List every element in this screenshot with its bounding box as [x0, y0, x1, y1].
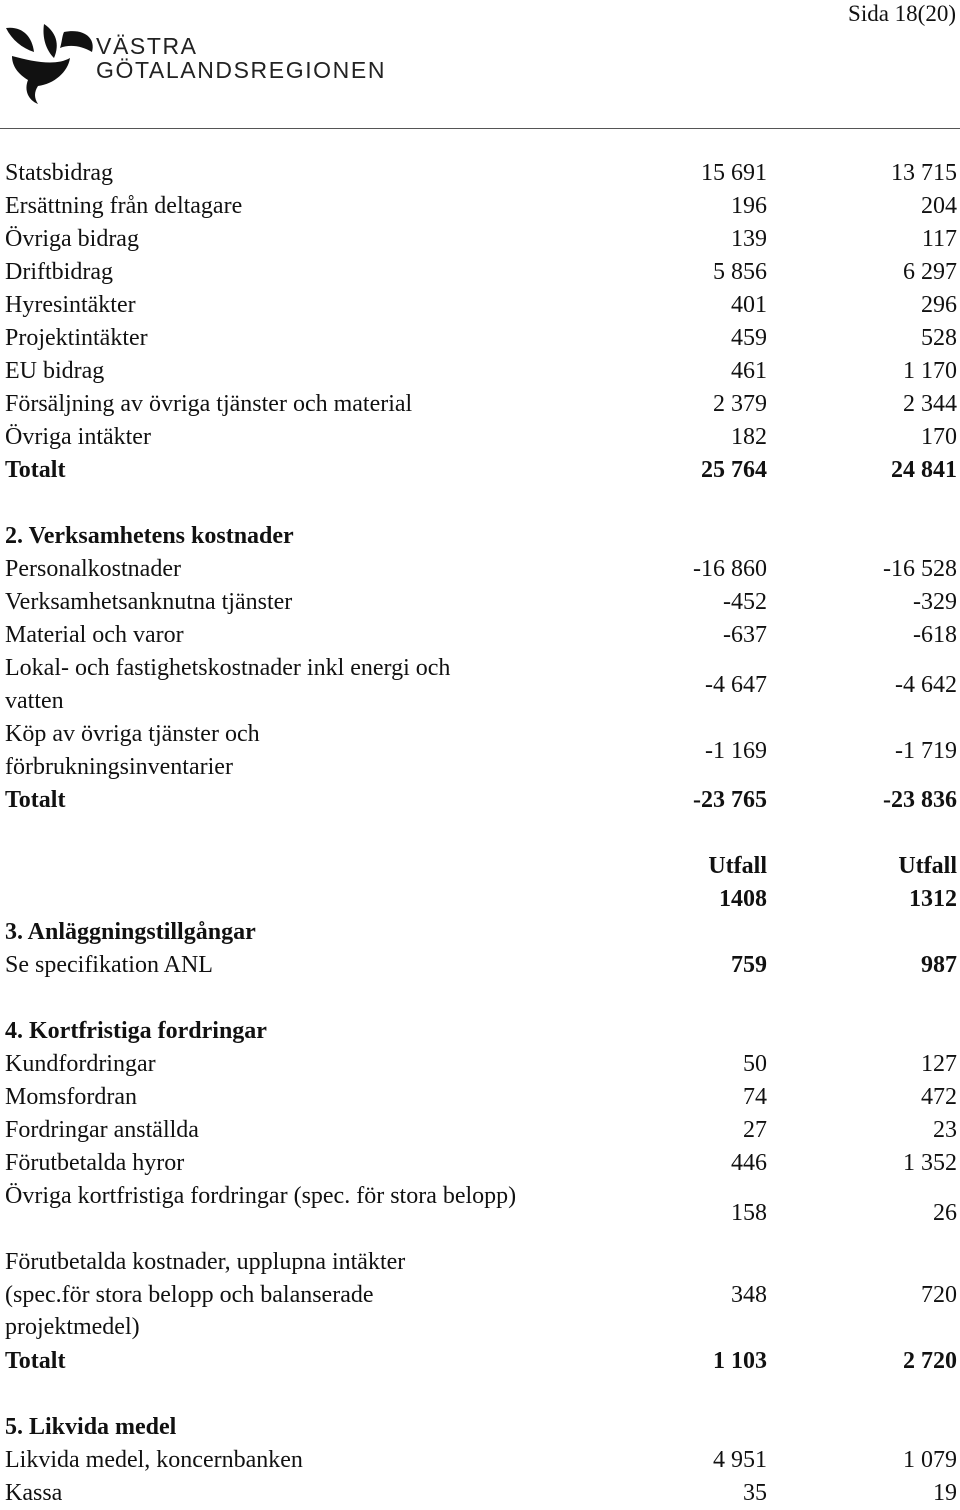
- section-title: 3. Anläggningstillgångar: [5, 919, 256, 945]
- row-value-1312: 472: [921, 1084, 957, 1110]
- table-row: [5, 1147, 957, 1180]
- total-value-1408: 1 103: [713, 1348, 767, 1374]
- row-value-1408: -452: [723, 589, 767, 615]
- spacer: [5, 982, 957, 1015]
- row-label: Övriga bidrag: [5, 226, 139, 252]
- row-value-1408: 50: [743, 1051, 767, 1077]
- row-label: Material och varor: [5, 622, 184, 648]
- row-value-1408: 2 379: [713, 391, 767, 417]
- row-value-1312: 204: [921, 193, 957, 219]
- table-row: [5, 586, 957, 619]
- row-value-1312: 1 170: [903, 358, 957, 384]
- table-row: [5, 421, 957, 454]
- section-heading: [5, 916, 957, 949]
- section-heading: [5, 1015, 957, 1048]
- table-row: [5, 322, 957, 355]
- total-value-1408: -23 765: [693, 787, 767, 813]
- logo-line-2: GÖTALANDSREGIONEN: [96, 57, 387, 83]
- row-value-1408: -637: [723, 622, 767, 648]
- table-row: [5, 289, 957, 322]
- section-heading: [5, 520, 957, 553]
- table-row: [5, 256, 957, 289]
- row-value-1312: 720: [921, 1282, 957, 1308]
- row-value-1312: 2 344: [903, 391, 957, 417]
- row-value-1312: 1 079: [903, 1447, 957, 1473]
- table-row: [5, 1444, 957, 1477]
- row-value-1312: 117: [921, 226, 957, 252]
- row-value-1408: 459: [731, 325, 767, 351]
- row-value-1408: -4 647: [705, 672, 767, 698]
- table-row: [5, 652, 957, 718]
- section-title: 4. Kortfristiga fordringar: [5, 1018, 267, 1044]
- row-label: Likvida medel, koncernbanken: [5, 1447, 303, 1473]
- column-header-row: [5, 850, 957, 883]
- row-label: Lokal- och fastighetskostnader inkl energi och vatten: [5, 655, 451, 714]
- row-value-1408: 35: [743, 1480, 767, 1506]
- row-value-1312: 296: [921, 292, 957, 318]
- row-label: Övriga intäkter: [5, 424, 151, 450]
- total-row: [5, 784, 957, 817]
- table-row: [5, 1180, 957, 1246]
- table-row: [5, 1081, 957, 1114]
- row-value-1312: 987: [921, 952, 957, 978]
- financial-notes: [5, 157, 957, 1510]
- total-label: Totalt: [5, 787, 66, 813]
- row-label: Försäljning av övriga tjänster och material: [5, 391, 413, 417]
- row-value-1408: -1 169: [705, 738, 767, 764]
- row-label: Momsfordran: [5, 1084, 137, 1110]
- column-header-1312: Utfall: [898, 853, 957, 879]
- table-row: [5, 388, 957, 421]
- table-row: [5, 1477, 957, 1510]
- column-header-row: [5, 883, 957, 916]
- row-value-1312: -1 719: [895, 738, 957, 764]
- table-row: [5, 718, 957, 784]
- row-value-1312: -329: [913, 589, 957, 615]
- row-value-1408: 446: [731, 1150, 767, 1176]
- row-label: Personalkostnader: [5, 556, 181, 582]
- row-value-1408: 4 951: [713, 1447, 767, 1473]
- row-label: Förutbetalda hyror: [5, 1150, 185, 1176]
- total-label: Totalt: [5, 457, 66, 483]
- spacer: [5, 1378, 957, 1411]
- row-label: Driftbidrag: [5, 259, 113, 285]
- row-label: Verksamhetsanknutna tjänster: [5, 589, 293, 615]
- logo-line-1: VÄSTRA: [96, 33, 198, 59]
- column-period-1408: 1408: [719, 886, 767, 912]
- total-value-1312: 24 841: [891, 457, 957, 483]
- row-value-1312: -16 528: [883, 556, 957, 582]
- column-header-1408: Utfall: [708, 853, 767, 879]
- page-number: Sida 18(20): [848, 1, 956, 26]
- table-row: [5, 1048, 957, 1081]
- row-value-1408: 158: [731, 1200, 767, 1226]
- row-label: Kundfordringar: [5, 1051, 156, 1077]
- row-value-1312: -618: [913, 622, 957, 648]
- row-value-1312: 26: [933, 1200, 957, 1226]
- table-row: [5, 619, 957, 652]
- row-value-1312: 127: [921, 1051, 957, 1077]
- row-value-1408: 27: [743, 1117, 767, 1143]
- table-row: [5, 949, 957, 982]
- section-title: 5. Likvida medel: [5, 1414, 177, 1440]
- logo-wordmark: [96, 34, 386, 82]
- total-value-1312: 2 720: [903, 1348, 957, 1374]
- total-label: Totalt: [5, 1348, 66, 1374]
- row-value-1312: 528: [921, 325, 957, 351]
- row-value-1408: 15 691: [701, 160, 767, 186]
- table-row: [5, 1246, 957, 1345]
- total-value-1312: -23 836: [883, 787, 957, 813]
- row-label: Förutbetalda kostnader, upplupna intäkter (spec.för stora belopp och balanserade projektmedel): [5, 1249, 406, 1340]
- row-value-1312: 23: [933, 1117, 957, 1143]
- header-divider: [0, 128, 960, 129]
- total-value-1408: 25 764: [701, 457, 767, 483]
- total-row: [5, 454, 957, 487]
- row-value-1312: 19: [933, 1480, 957, 1506]
- section-title: 2. Verksamhetens kostnader: [5, 523, 294, 549]
- row-value-1408: 461: [731, 358, 767, 384]
- row-label: Ersättning från deltagare: [5, 193, 243, 219]
- spacer: [5, 487, 957, 520]
- table-row: [5, 223, 957, 256]
- row-label: Fordringar anställda: [5, 1117, 199, 1143]
- row-value-1408: 401: [731, 292, 767, 318]
- table-row: [5, 553, 957, 586]
- row-label: Övriga kortfristiga fordringar (spec. för stora belopp): [5, 1183, 517, 1209]
- column-period-1312: 1312: [909, 886, 957, 912]
- table-row: [5, 1114, 957, 1147]
- spacer: [5, 817, 957, 850]
- row-label: Kassa: [5, 1480, 63, 1506]
- table-row: [5, 157, 957, 190]
- row-value-1312: 1 352: [903, 1150, 957, 1176]
- total-row: [5, 1345, 957, 1378]
- row-value-1312: 13 715: [891, 160, 957, 186]
- row-value-1408: 182: [731, 424, 767, 450]
- vastra-gotalandsregionen-logo: [4, 22, 387, 112]
- logo-mark-icon: [4, 22, 96, 106]
- row-value-1408: 5 856: [713, 259, 767, 285]
- row-label: Se specifikation ANL: [5, 952, 213, 978]
- section-heading: [5, 1411, 957, 1444]
- row-value-1408: 74: [743, 1084, 767, 1110]
- row-label: EU bidrag: [5, 358, 105, 384]
- table-row: [5, 190, 957, 223]
- row-value-1408: 759: [731, 952, 767, 978]
- row-value-1408: 196: [731, 193, 767, 219]
- row-value-1312: 170: [921, 424, 957, 450]
- row-label: Hyresintäkter: [5, 292, 136, 318]
- row-value-1312: 6 297: [903, 259, 957, 285]
- row-value-1312: -4 642: [895, 672, 957, 698]
- row-value-1408: 139: [731, 226, 767, 252]
- row-value-1408: 348: [731, 1282, 767, 1308]
- row-value-1408: -16 860: [693, 556, 767, 582]
- table-row: [5, 355, 957, 388]
- row-label: Köp av övriga tjänster och förbrukningsinventarier: [5, 721, 260, 780]
- row-label: Projektintäkter: [5, 325, 148, 351]
- row-label: Statsbidrag: [5, 160, 113, 186]
